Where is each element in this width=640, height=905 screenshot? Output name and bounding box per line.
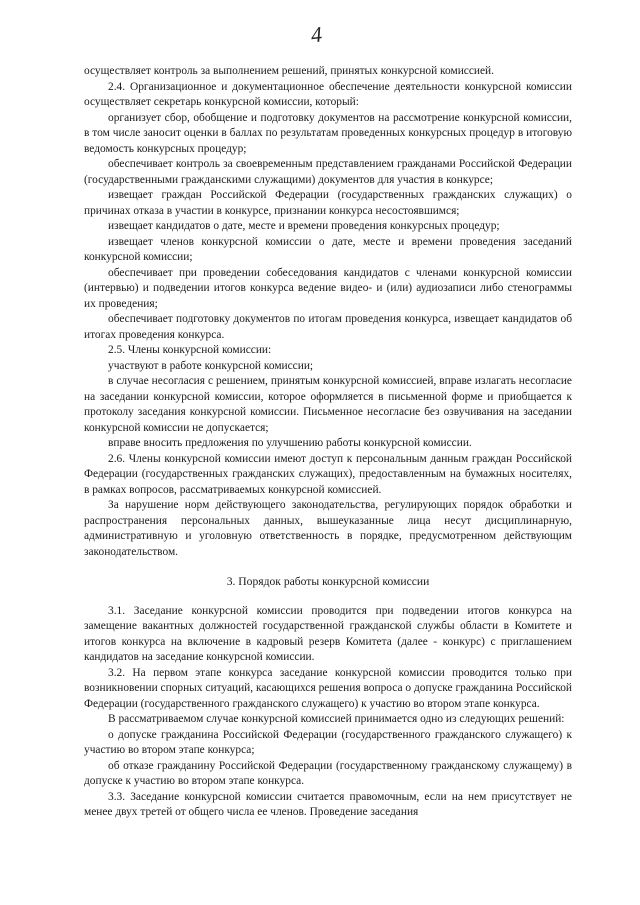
paragraph-3-3: 3.3. Заседание конкурсной комиссии считается правомочным, если на нем присутствует не менее двух третей от общего числа ее членов. Проведение заседания <box>84 790 572 818</box>
paragraph-secretary-duty-5: извещает членов конкурсной комиссии о дате, месте и времени проведения заседаний конкурсной комиссии; <box>84 235 572 263</box>
paragraph-secretary-duty-2: обеспечивает контроль за своевременным представлением гражданами Российской Федерации (государственными гражданскими служащими) документов для участия в конкурсе; <box>84 158 572 186</box>
paragraph-decision-intro: В рассматриваемом случае конкурсной комиссией принимается одно из следующих решений: <box>108 713 565 725</box>
paragraph-secretary-duty-6: обеспечивает при проведении собеседования кандидатов с членами конкурсной комиссии (интервью) и подведении итогов конкурса ведение видео- и (или) аудиозаписи либо стенограммы их проведения; <box>84 266 572 310</box>
paragraph-member-duty-1: участвуют в работе конкурсной комиссии; <box>108 359 314 372</box>
paragraph-3-2: 3.2. На первом этапе конкурса заседание конкурсной комиссии проводится только при возникновении спорных ситуаций, касающихся решения вопроса о допуске гражданина Российской Федерации (государственного гражданского служащего) к участию во втором этапе конкурса. <box>84 666 572 710</box>
paragraph-secretary-duty-7: обеспечивает подготовку документов по итогам проведения конкурса, извещает кандидатов об итогах проведения конкурса. <box>84 313 572 341</box>
paragraph-3-1: 3.1. Заседание конкурсной комиссии проводится при подведении итогов конкурса на замещение вакантных должностей государственной гражданской службы области в Комитете и итогов конкурса на включение в кадровый резерв Комитета (далее - конкурс) с приглашением кандидатов на заседание конкурсной комиссии. <box>84 604 572 663</box>
paragraph-secretary-duty-4: извещает кандидатов о дате, месте и времени проведения конкурсных процедур; <box>108 220 500 232</box>
paragraph-2-6: 2.6. Члены конкурсной комиссии имеют доступ к персональным данным граждан Российской Федерации (государственных гражданских служащих), предоставленным на бумажных носителях, в рамках вопросов, рассматриваемых конкурсной комиссией. <box>84 452 572 496</box>
document-body <box>84 64 572 821</box>
paragraph-liability: За нарушение норм действующего законодательства, регулирующих порядок обработки и распространения персональных данных, вышеуказанные лица несут дисциплинарную, административную и уголовную ответственность в порядке, предусмотренном действующим законодательством. <box>84 499 572 558</box>
paragraph-secretary-duty-1: организует сбор, обобщение и подготовку документов на рассмотрение конкурсной комиссии, в том числе заносит оценки в баллах по результатам проведенных конкурсных процедур в итоговую ведомость конкурсных процедур; <box>84 111 572 155</box>
paragraph-member-duty-3: вправе вносить предложения по улучшению работы конкурсной комиссии. <box>108 437 472 449</box>
paragraph-2-5: 2.5. Члены конкурсной комиссии: <box>108 344 272 356</box>
paragraph-decision-refuse: об отказе гражданину Российской Федерации (государственному гражданскому служащему) в допуске к участию во втором этапе конкурса. <box>84 759 572 787</box>
paragraph-2-4: 2.4. Организационное и документационное обеспечение деятельности конкурсной комиссии осуществляет секретарь конкурсной комиссии, который: <box>84 80 572 108</box>
handwritten-page-number: 4 <box>309 21 324 48</box>
paragraph-decision-admit: о допуске гражданина Российской Федерации (государственного гражданского служащего) к участию во втором этапе конкурса; <box>84 728 572 756</box>
paragraph-member-duty-2: в случае несогласия с решением, принятым конкурсной комиссией, вправе излагать несогласие на заседании конкурсной комиссии, которое оформляется в письменной форме и приобщается к протоколу заседания конкурсной комиссии. Письменное несогласие без озвучивания на заседании конкурсной комиссии не допускается; <box>84 375 572 434</box>
paragraph-secretary-duty-3: извещает граждан Российской Федерации (государственных гражданских служащих) о причинах отказа в участии в конкурсе, признании конкурса несостоявшимся; <box>84 189 572 217</box>
section-heading: 3. Порядок работы конкурсной комиссии <box>226 575 430 588</box>
paragraph-continuation: осуществляет контроль за выполнением решений, принятых конкурсной комиссией. <box>84 65 494 77</box>
